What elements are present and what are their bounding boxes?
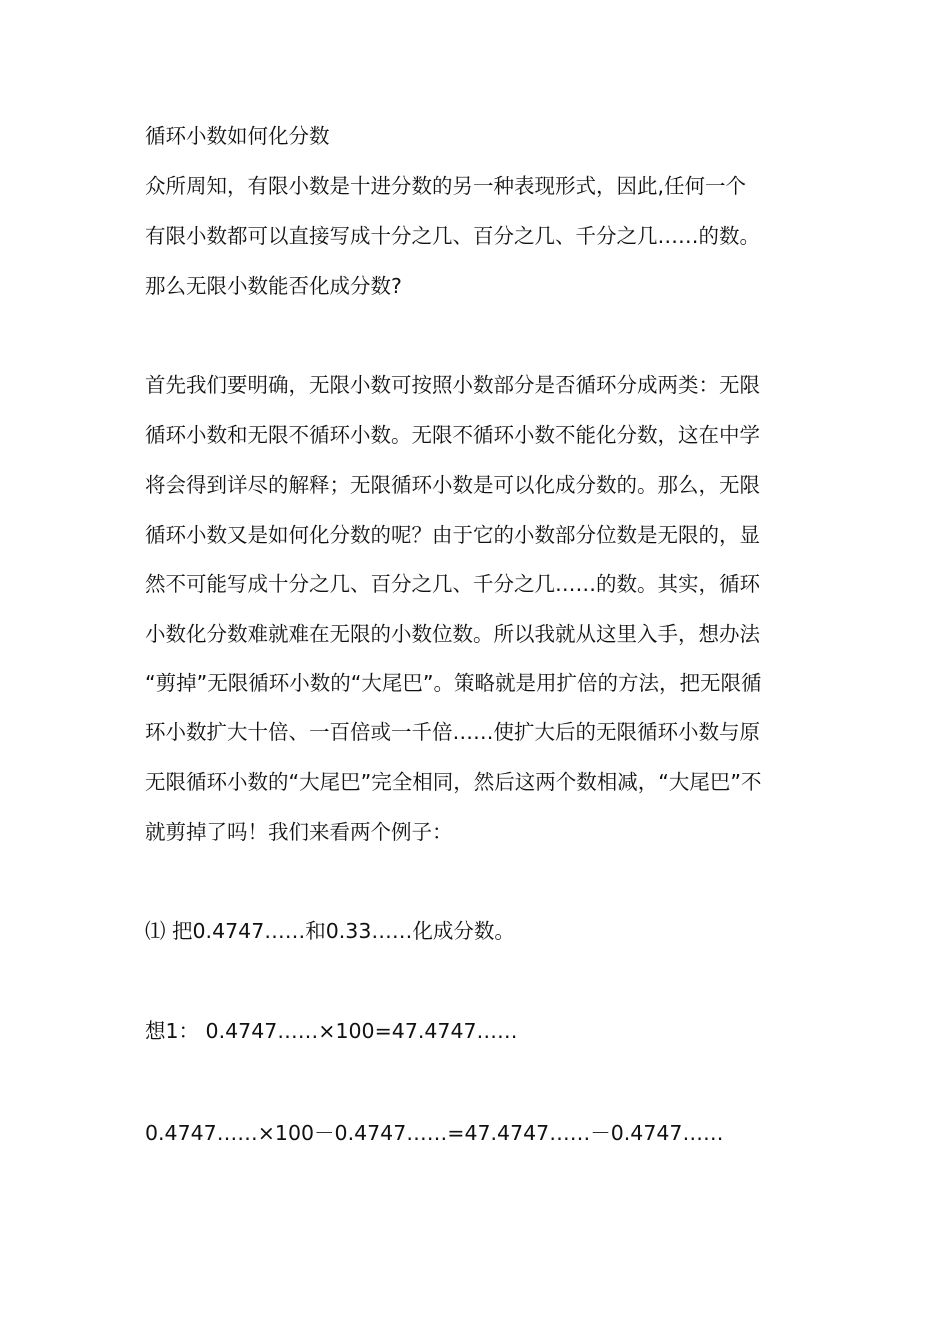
- paragraph-2-line-5: 然不可能写成十分之几、百分之几、千分之几……的数。其实，循环: [145, 572, 760, 596]
- document-title: 循环小数如何化分数: [145, 124, 330, 148]
- paragraph-2-line-1: 首先我们要明确，无限小数可按照小数部分是否循环分成两类：无限: [145, 373, 760, 397]
- paragraph-2-line-3: 将会得到详尽的解释；无限循环小数是可以化成分数的。那么，无限: [145, 473, 760, 497]
- paragraph-2-line-2: 循环小数和无限不循环小数。无限不循环小数不能化分数，这在中学: [145, 423, 760, 447]
- paragraph-2-line-9: 无限循环小数的“大尾巴”完全相同，然后这两个数相减，“大尾巴”不: [145, 770, 762, 794]
- paragraph-1-line-2: 有限小数都可以直接写成十分之几、百分之几、千分之几……的数。: [145, 224, 760, 248]
- paragraph-1-line-1: 众所周知，有限小数是十进分数的另一种表现形式，因此,任何一个: [145, 174, 747, 198]
- paragraph-1-line-3: 那么无限小数能否化成分数?: [145, 274, 402, 298]
- paragraph-2-line-7: “剪掉”无限循环小数的“大尾巴”。策略就是用扩倍的方法，把无限循: [145, 671, 762, 695]
- think-1-equation: 想1： 0.4747……×100=47.4747……: [145, 1019, 518, 1043]
- paragraph-2-line-6: 小数化分数难就难在无限的小数位数。所以我就从这里入手，想办法: [145, 622, 760, 646]
- paragraph-2-line-4: 循环小数又是如何化分数的呢？由于它的小数部分位数是无限的，显: [145, 523, 760, 547]
- calculation-1-equation: 0.4747……×100－0.4747……=47.4747……－0.4747……: [145, 1121, 724, 1145]
- paragraph-2-line-8: 环小数扩大十倍、一百倍或一千倍……使扩大后的无限循环小数与原: [145, 720, 760, 744]
- paragraph-2-line-10: 就剪掉了吗！我们来看两个例子：: [145, 820, 453, 844]
- example-1-heading: ⑴ 把0.4747……和0.33……化成分数。: [145, 919, 515, 943]
